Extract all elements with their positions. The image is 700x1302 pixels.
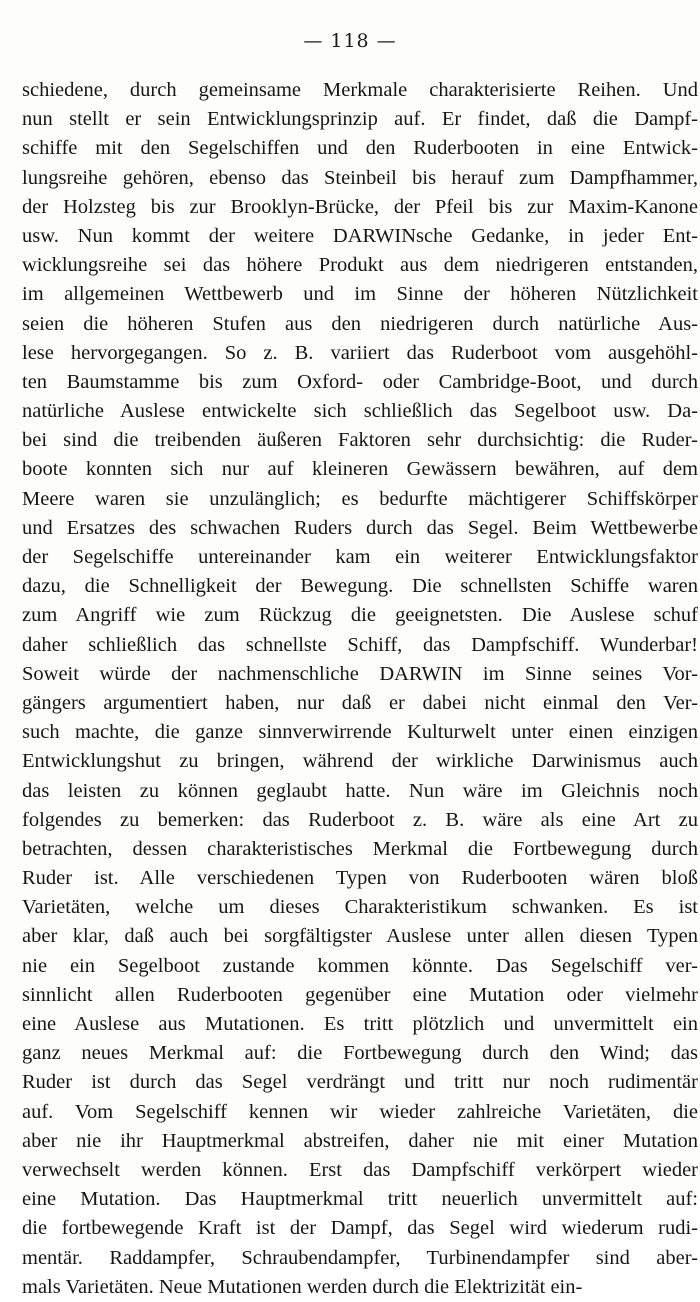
text-line: und Ersatzes des schwachen Ruders durch das Segel. Beim Wettbewerbe: [22, 516, 698, 539]
text-line: das leisten zu können geglaubt hatte. Nun wäre im Gleichnis noch: [22, 779, 698, 802]
text-line: nie ein Segelboot zustande kommen könnte. Das Segelschiff ver-: [22, 954, 698, 977]
text-line: mentär. Raddampfer, Schraubendampfer, Turbinendampfer sind aber-: [22, 1246, 698, 1269]
text-line: die fortbewegende Kraft ist der Dampf, das Segel wird wiederum rudi-: [22, 1217, 698, 1240]
text-line: Entwicklungshut zu bringen, während der wirkliche Darwinismus auch: [22, 750, 698, 773]
text-line: aber klar, daß auch bei sorgfältigster Auslese unter allen diesen Typen: [22, 925, 698, 948]
text-line: seien die höheren Stufen aus den niedrigeren durch natürliche Aus-: [22, 312, 698, 335]
text-line: such machte, die ganze sinnverwirrende Kulturwelt unter einen einzigen: [22, 721, 698, 744]
text-line: betrachten, dessen charakteristisches Merkmal die Fortbewegung durch: [22, 837, 698, 860]
text-line: nun stellt er sein Entwicklungsprinzip auf. Er findet, daß die Dampf-: [22, 108, 698, 131]
text-line: boote konnten sich nur auf kleineren Gewässern bewähren, auf dem: [22, 458, 698, 481]
text-line: natürliche Auslese entwickelte sich schließlich das Segelboot usw. Da-: [22, 400, 698, 423]
text-line: Soweit würde der nachmenschliche DARWIN im Sinne seines Vor-: [22, 662, 698, 685]
text-line: der Holzsteg bis zur Brooklyn-Brücke, der Pfeil bis zur Maxim-Kanone: [22, 195, 698, 218]
text-line: usw. Nun kommt der weitere DARWINsche Gedanke, in jeder Ent-: [22, 224, 698, 247]
text-line: ganz neues Merkmal auf: die Fortbewegung durch den Wind; das: [22, 1042, 698, 1065]
text-line: mals Varietäten. Neue Mutationen werden durch die Elektrizität ein-: [22, 1275, 583, 1298]
text-line: Ruder ist durch das Segel verdrängt und tritt nur noch rudimentär: [22, 1071, 698, 1094]
text-line: bei sind die treibenden äußeren Faktoren sehr durchsichtig: die Ruder-: [22, 429, 698, 452]
page-number: — 118 —: [303, 30, 397, 52]
text-line: aber nie ihr Hauptmerkmal abstreifen, daher nie mit einer Mutation: [22, 1129, 698, 1152]
body-text: [22, 76, 698, 1302]
text-line: schiffe mit den Segelschiffen und den Ruderbooten in eine Entwick-: [22, 137, 698, 160]
text-line: folgendes zu bemerken: das Ruderboot z. B. wäre als eine Art zu: [22, 808, 698, 831]
text-line: auf. Vom Segelschiff kennen wir wieder zahlreiche Varietäten, die: [22, 1100, 698, 1123]
text-line: daher schließlich das schnellste Schiff, das Dampfschiff. Wunderbar!: [22, 633, 698, 656]
text-line: im allgemeinen Wettbewerb und im Sinne der höheren Nützlichkeit: [22, 283, 698, 306]
text-line: der Segelschiffe untereinander kam ein weiterer Entwicklungsfaktor: [22, 546, 698, 568]
text-line: eine Mutation. Das Hauptmerkmal tritt neuerlich unvermittelt auf:: [22, 1188, 698, 1211]
text-line: dazu, die Schnelligkeit der Bewegung. Die schnellsten Schiffe waren: [22, 575, 698, 598]
text-line: Varietäten, welche um dieses Charakteristikum schwanken. Es ist: [22, 896, 698, 919]
text-line: schiedene, durch gemeinsame Merkmale charakterisierte Reihen. Und: [22, 79, 698, 101]
text-line: sinnlicht allen Ruderbooten gegenüber eine Mutation oder vielmehr: [22, 983, 698, 1006]
text-line: gängers argumentiert haben, nur daß er dabei nicht einmal den Ver-: [22, 691, 698, 714]
text-line: wicklungsreihe sei das höhere Produkt aus dem niedrigeren entstanden,: [22, 254, 698, 277]
text-line: eine Auslese aus Mutationen. Es tritt plötzlich und unvermittelt ein: [22, 1013, 698, 1035]
text-line: verwechselt werden können. Erst das Dampfschiff verkörpert wieder: [22, 1158, 698, 1181]
text-line: ten Baumstamme bis zum Oxford- oder Cambridge-Boot, und durch: [22, 370, 698, 393]
text-line: lese hervorgegangen. So z. B. variiert das Ruderboot vom ausgehöhl-: [22, 341, 698, 364]
text-line: zum Angriff wie zum Rückzug die geeignetsten. Die Auslese schuf: [22, 604, 698, 627]
text-line: Ruder ist. Alle verschiedenen Typen von Ruderbooten wären bloß: [22, 867, 698, 890]
text-line: Meere waren sie unzulänglich; es bedurfte mächtigerer Schiffskörper: [22, 487, 698, 510]
text-line: lungsreihe gehören, ebenso das Steinbeil bis herauf zum Dampfhammer,: [22, 166, 698, 189]
